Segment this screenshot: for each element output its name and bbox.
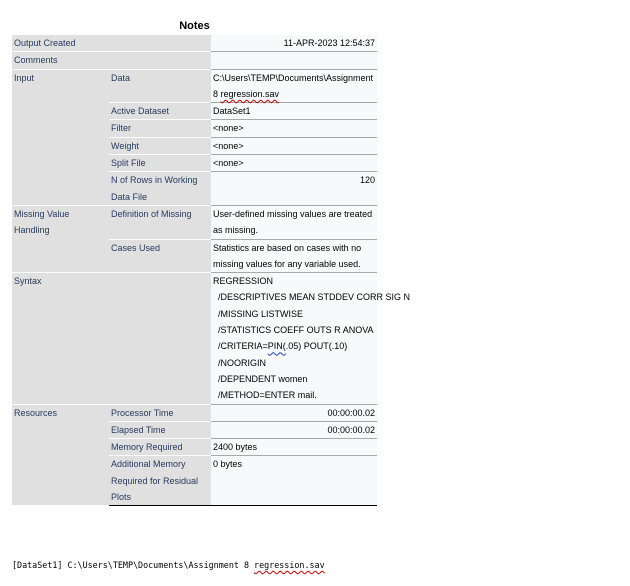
- data-file-name: regression.sav: [220, 88, 280, 99]
- active-dataset-label: Active Dataset: [109, 103, 211, 120]
- dataset-log-path: [DataSet1] C:\Users\TEMP\Documents\Assignment 8: [12, 560, 255, 570]
- row-syntax[interactable]: [12, 273, 377, 404]
- additional-memory-label: Additional Memory Required for Residual Plots: [109, 456, 211, 506]
- syntax-line: /METHOD=ENTER mail.: [213, 390, 317, 401]
- syntax-value: [211, 273, 411, 404]
- definition-of-missing-value: User-defined missing values are treated as missing.: [211, 205, 377, 239]
- memory-required-value: 2400 bytes: [211, 439, 377, 456]
- row-definition-of-missing[interactable]: [12, 205, 377, 239]
- row-comments[interactable]: [12, 52, 377, 69]
- active-dataset-value: DataSet1: [211, 103, 377, 120]
- syntax-line: /DEPENDENT women: [213, 373, 308, 384]
- split-file-label: Split File: [109, 155, 211, 172]
- notes-table: [12, 35, 411, 506]
- filter-value: <none>: [211, 120, 377, 137]
- dataset-log-line: [12, 560, 325, 570]
- memory-required-label: Memory Required: [109, 439, 211, 456]
- syntax-line: REGRESSION: [213, 276, 274, 287]
- processor-time-label: Processor Time: [109, 404, 211, 421]
- definition-of-missing-label: Definition of Missing: [109, 205, 211, 239]
- dataset-log-file: regression.sav: [254, 560, 325, 570]
- syntax-line: /CRITERIA=PIN(.05) POUT(.10): [213, 341, 348, 352]
- split-file-value: <none>: [211, 155, 377, 172]
- weight-label: Weight: [109, 137, 211, 154]
- elapsed-time-value: 00:00:00.02: [211, 421, 377, 438]
- syntax-line: /STATISTICS COEFF OUTS R ANOVA: [213, 325, 374, 336]
- filter-label: Filter: [109, 120, 211, 137]
- weight-value: <none>: [211, 137, 377, 154]
- comments-value: [211, 52, 377, 69]
- syntax-line: /NOORIGIN: [213, 357, 267, 368]
- cases-used-label: Cases Used: [109, 239, 211, 273]
- output-created-value: 11-APR-2023 12:54:37: [211, 35, 377, 52]
- output-created-label: Output Created: [12, 35, 211, 52]
- notes-title: Notes: [179, 20, 210, 32]
- syntax-line: /DESCRIPTIVES MEAN STDDEV CORR SIG N: [213, 292, 411, 303]
- row-input-data[interactable]: [12, 69, 377, 103]
- missing-value-handling-label: Missing Value Handling: [12, 205, 109, 272]
- data-value: [211, 69, 377, 103]
- input-label: Input: [12, 69, 109, 205]
- additional-memory-value: 0 bytes: [211, 456, 377, 506]
- n-rows-label: N of Rows in Working Data File: [109, 172, 211, 206]
- data-path: C:\Users\TEMP\Documents\Assignment 8: [213, 72, 374, 99]
- elapsed-time-label: Elapsed Time: [109, 421, 211, 438]
- resources-label: Resources: [12, 404, 109, 506]
- row-processor-time[interactable]: [12, 404, 377, 421]
- cases-used-value: Statistics are based on cases with no missing values for any variable used.: [211, 239, 377, 273]
- data-label: Data: [109, 69, 211, 103]
- syntax-line: /MISSING LISTWISE: [213, 308, 304, 319]
- comments-label: Comments: [12, 52, 211, 69]
- syntax-label: Syntax: [12, 273, 211, 404]
- n-rows-value: 120: [211, 172, 377, 206]
- syntax-pin-mark: PIN(: [267, 341, 286, 352]
- processor-time-value: 00:00:00.02: [211, 404, 377, 421]
- row-output-created[interactable]: [12, 35, 377, 52]
